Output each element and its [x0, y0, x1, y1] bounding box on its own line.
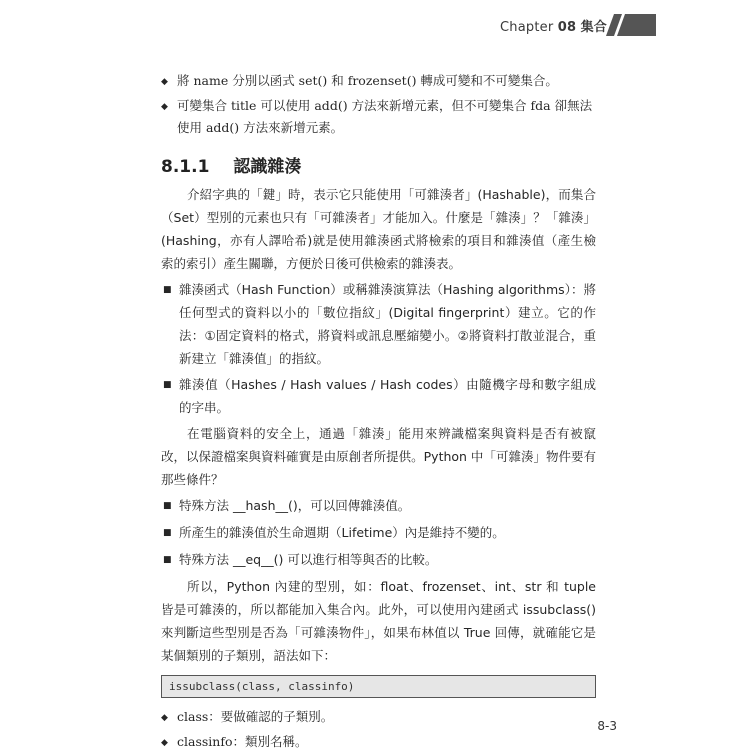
- list-item: [161, 706, 596, 729]
- list-item: [161, 70, 596, 93]
- square-bullet-icon: ■: [163, 501, 172, 511]
- chapter-number: 08: [557, 20, 577, 35]
- page-content: [161, 70, 596, 756]
- square-bullet-icon: ■: [163, 380, 172, 390]
- diamond-bullet-icon: ◆: [161, 738, 168, 748]
- chapter-prefix: Chapter: [500, 20, 554, 35]
- header-stripe-decoration: [606, 14, 656, 36]
- section-number: 8.1.1: [161, 157, 210, 177]
- list-item: [161, 731, 596, 754]
- paragraph: 介紹字典的「鍵」時，表示它只能使用「可雜湊者」(Hashable)，而集合（Set）型別的元素也只有「可雜湊者」才能加入。什麼是「雜湊」？「雜湊」(Hashing，亦有人譯哈希)就是使用雜湊函式將檢索的項目和雜湊值（產生檢索的索引）產生關聯，方便於日後可供檢索的雜湊表。: [161, 187, 596, 271]
- list-item: [161, 95, 596, 139]
- list-item-text: 將 name 分別以函式 set() 和 frozenset() 轉成可變和不可變集合。: [177, 73, 558, 88]
- square-bullet-icon: ■: [163, 285, 172, 295]
- list-item: [161, 494, 596, 518]
- list-item-text: classinfo：類別名稱。: [177, 734, 308, 749]
- diamond-bullet-icon: ◆: [161, 77, 168, 87]
- list-item: [161, 521, 596, 545]
- list-item: [161, 278, 596, 370]
- paragraph: 在電腦資料的安全上，通過「雜湊」能用來辨識檔案與資料是否有被竄改，以保證檔案與資料確實是由原創者所提供。Python 中「可雜湊」物件要有那些條件？: [161, 426, 596, 487]
- list-item-text: 可變集合 title 可以使用 add() 方法來新增元素，但不可變集合 fda 卻無法使用 add() 方法來新增元素。: [177, 98, 593, 135]
- square-bullet-icon: ■: [163, 528, 172, 538]
- list-item: [161, 373, 596, 419]
- page-number: 8-3: [597, 719, 617, 733]
- paragraph: 所以，Python 內建的型別，如：float、frozenset、int、str 和 tuple 皆是可雜湊的，所以都能加入集合內。此外，可以使用內建函式 issubclass() 來判斷這些型別是否為「可雜湊物件」，如果布林值以 True 回傳，就確能它是某個類別的子類別，語法如下：: [161, 579, 596, 663]
- diamond-bullet-icon: ◆: [161, 102, 168, 112]
- list-item-text: 雜湊函式（Hash Function）或稱雜湊演算法（Hashing algorithms）：將任何型式的資料以小的「數位指紋」(Digital fingerprint）建立。它的作法：①固定資料的格式，將資料或訊息壓縮變小。②將資料打散並混合，重新建立「雜湊值」的指紋。: [179, 282, 596, 366]
- section-heading: [161, 152, 596, 177]
- chapter-title: 集合: [580, 20, 607, 35]
- list-item-text: 雜湊值（Hashes / Hash values / Hash codes）由隨機字母和數字組成的字串。: [179, 377, 596, 415]
- list-item-text: class：要做確認的子類別。: [177, 709, 334, 724]
- square-bullet-icon: ■: [163, 555, 172, 565]
- list-item-text: 所產生的雜湊值於生命週期（Lifetime）內是維持不變的。: [179, 525, 505, 540]
- list-item-text: 特殊方法 __hash__()，可以回傳雜湊值。: [179, 498, 411, 513]
- diamond-bullet-icon: ◆: [161, 713, 168, 723]
- chapter-label: [500, 16, 607, 35]
- list-item-text: 特殊方法 __eq__() 可以進行相等與否的比較。: [179, 552, 438, 567]
- code-block: issubclass(class, classinfo): [161, 675, 596, 698]
- section-title: 認識雜湊: [233, 157, 302, 177]
- list-item: [161, 548, 596, 572]
- page-header: [0, 0, 750, 46]
